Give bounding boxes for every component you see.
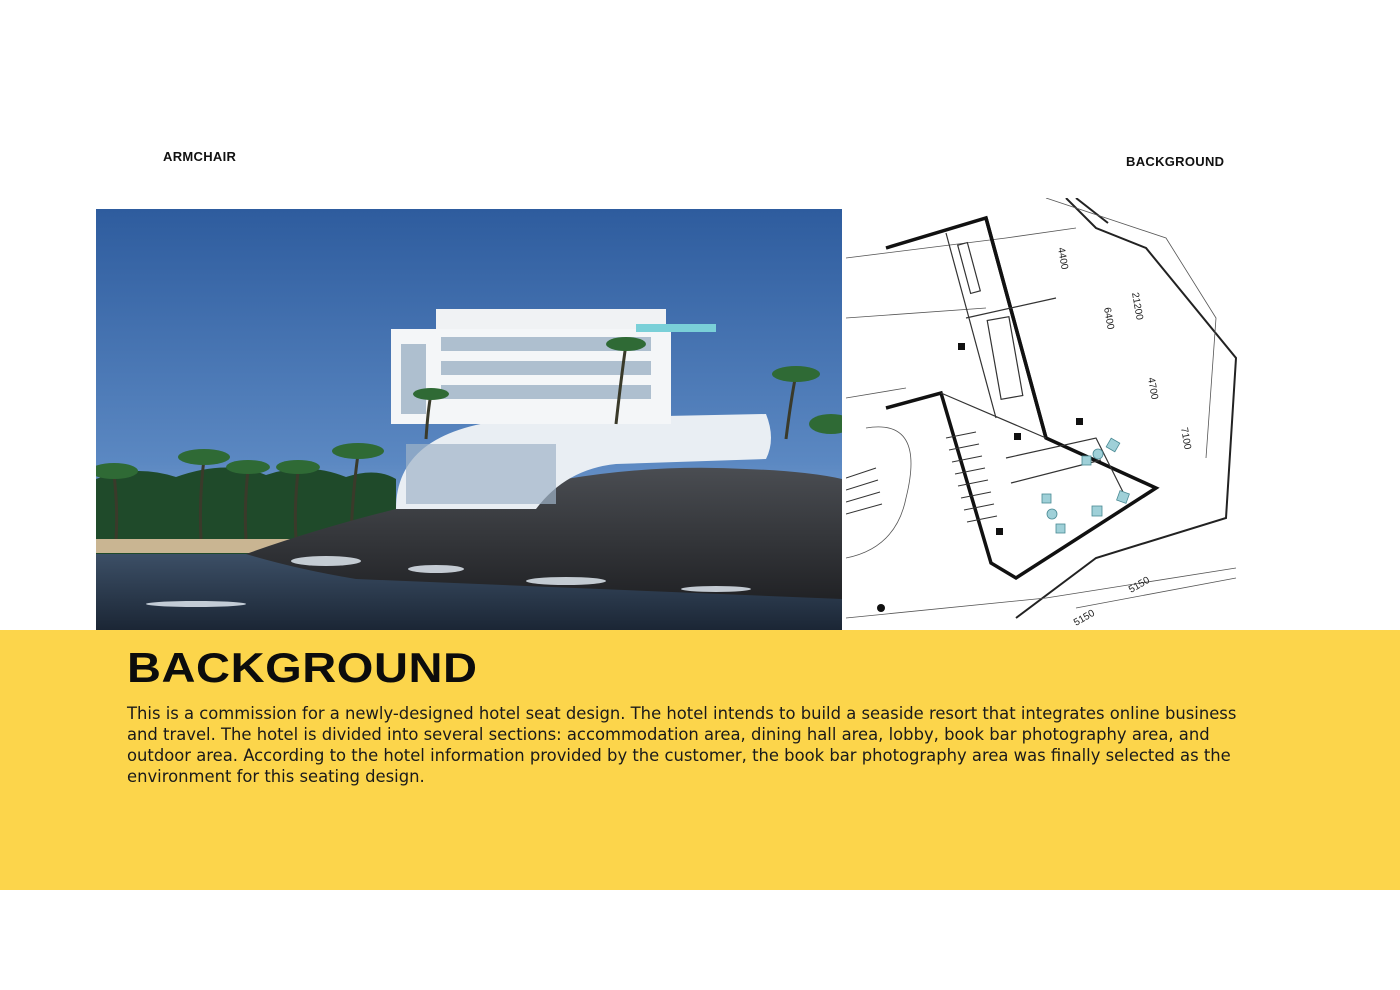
section-title: BACKGROUND [127, 644, 478, 691]
plan-dim-6400: 6400 [1101, 306, 1116, 331]
plan-dim-21200: 21200 [1129, 291, 1145, 321]
background-section [0, 630, 1400, 890]
header-left-label: ARMCHAIR [163, 149, 237, 164]
plan-dim-4700: 4700 [1145, 376, 1160, 401]
header-right-label: BACKGROUND [1126, 154, 1225, 169]
section-body: This is a commission for a newly-designed hotel seat design. The hotel intends to build a seaside resort that integrates online business and travel. The hotel is divided into several sections: accommodation area, dining hall area, lobby, book bar photography area, and outdoor area. According to the hotel information provided by the customer, the book bar photography area was finally selected as the environment for this seating design. [127, 704, 1237, 786]
plan-dim-5150-a: 5150 [1127, 574, 1152, 596]
floor-plan-image [846, 198, 1240, 630]
plan-dim-7100: 7100 [1178, 426, 1193, 451]
plan-dim-5150-b: 5150 [1072, 607, 1097, 629]
plan-dim-4400: 4400 [1055, 246, 1070, 271]
hotel-rendering-image [96, 209, 842, 630]
